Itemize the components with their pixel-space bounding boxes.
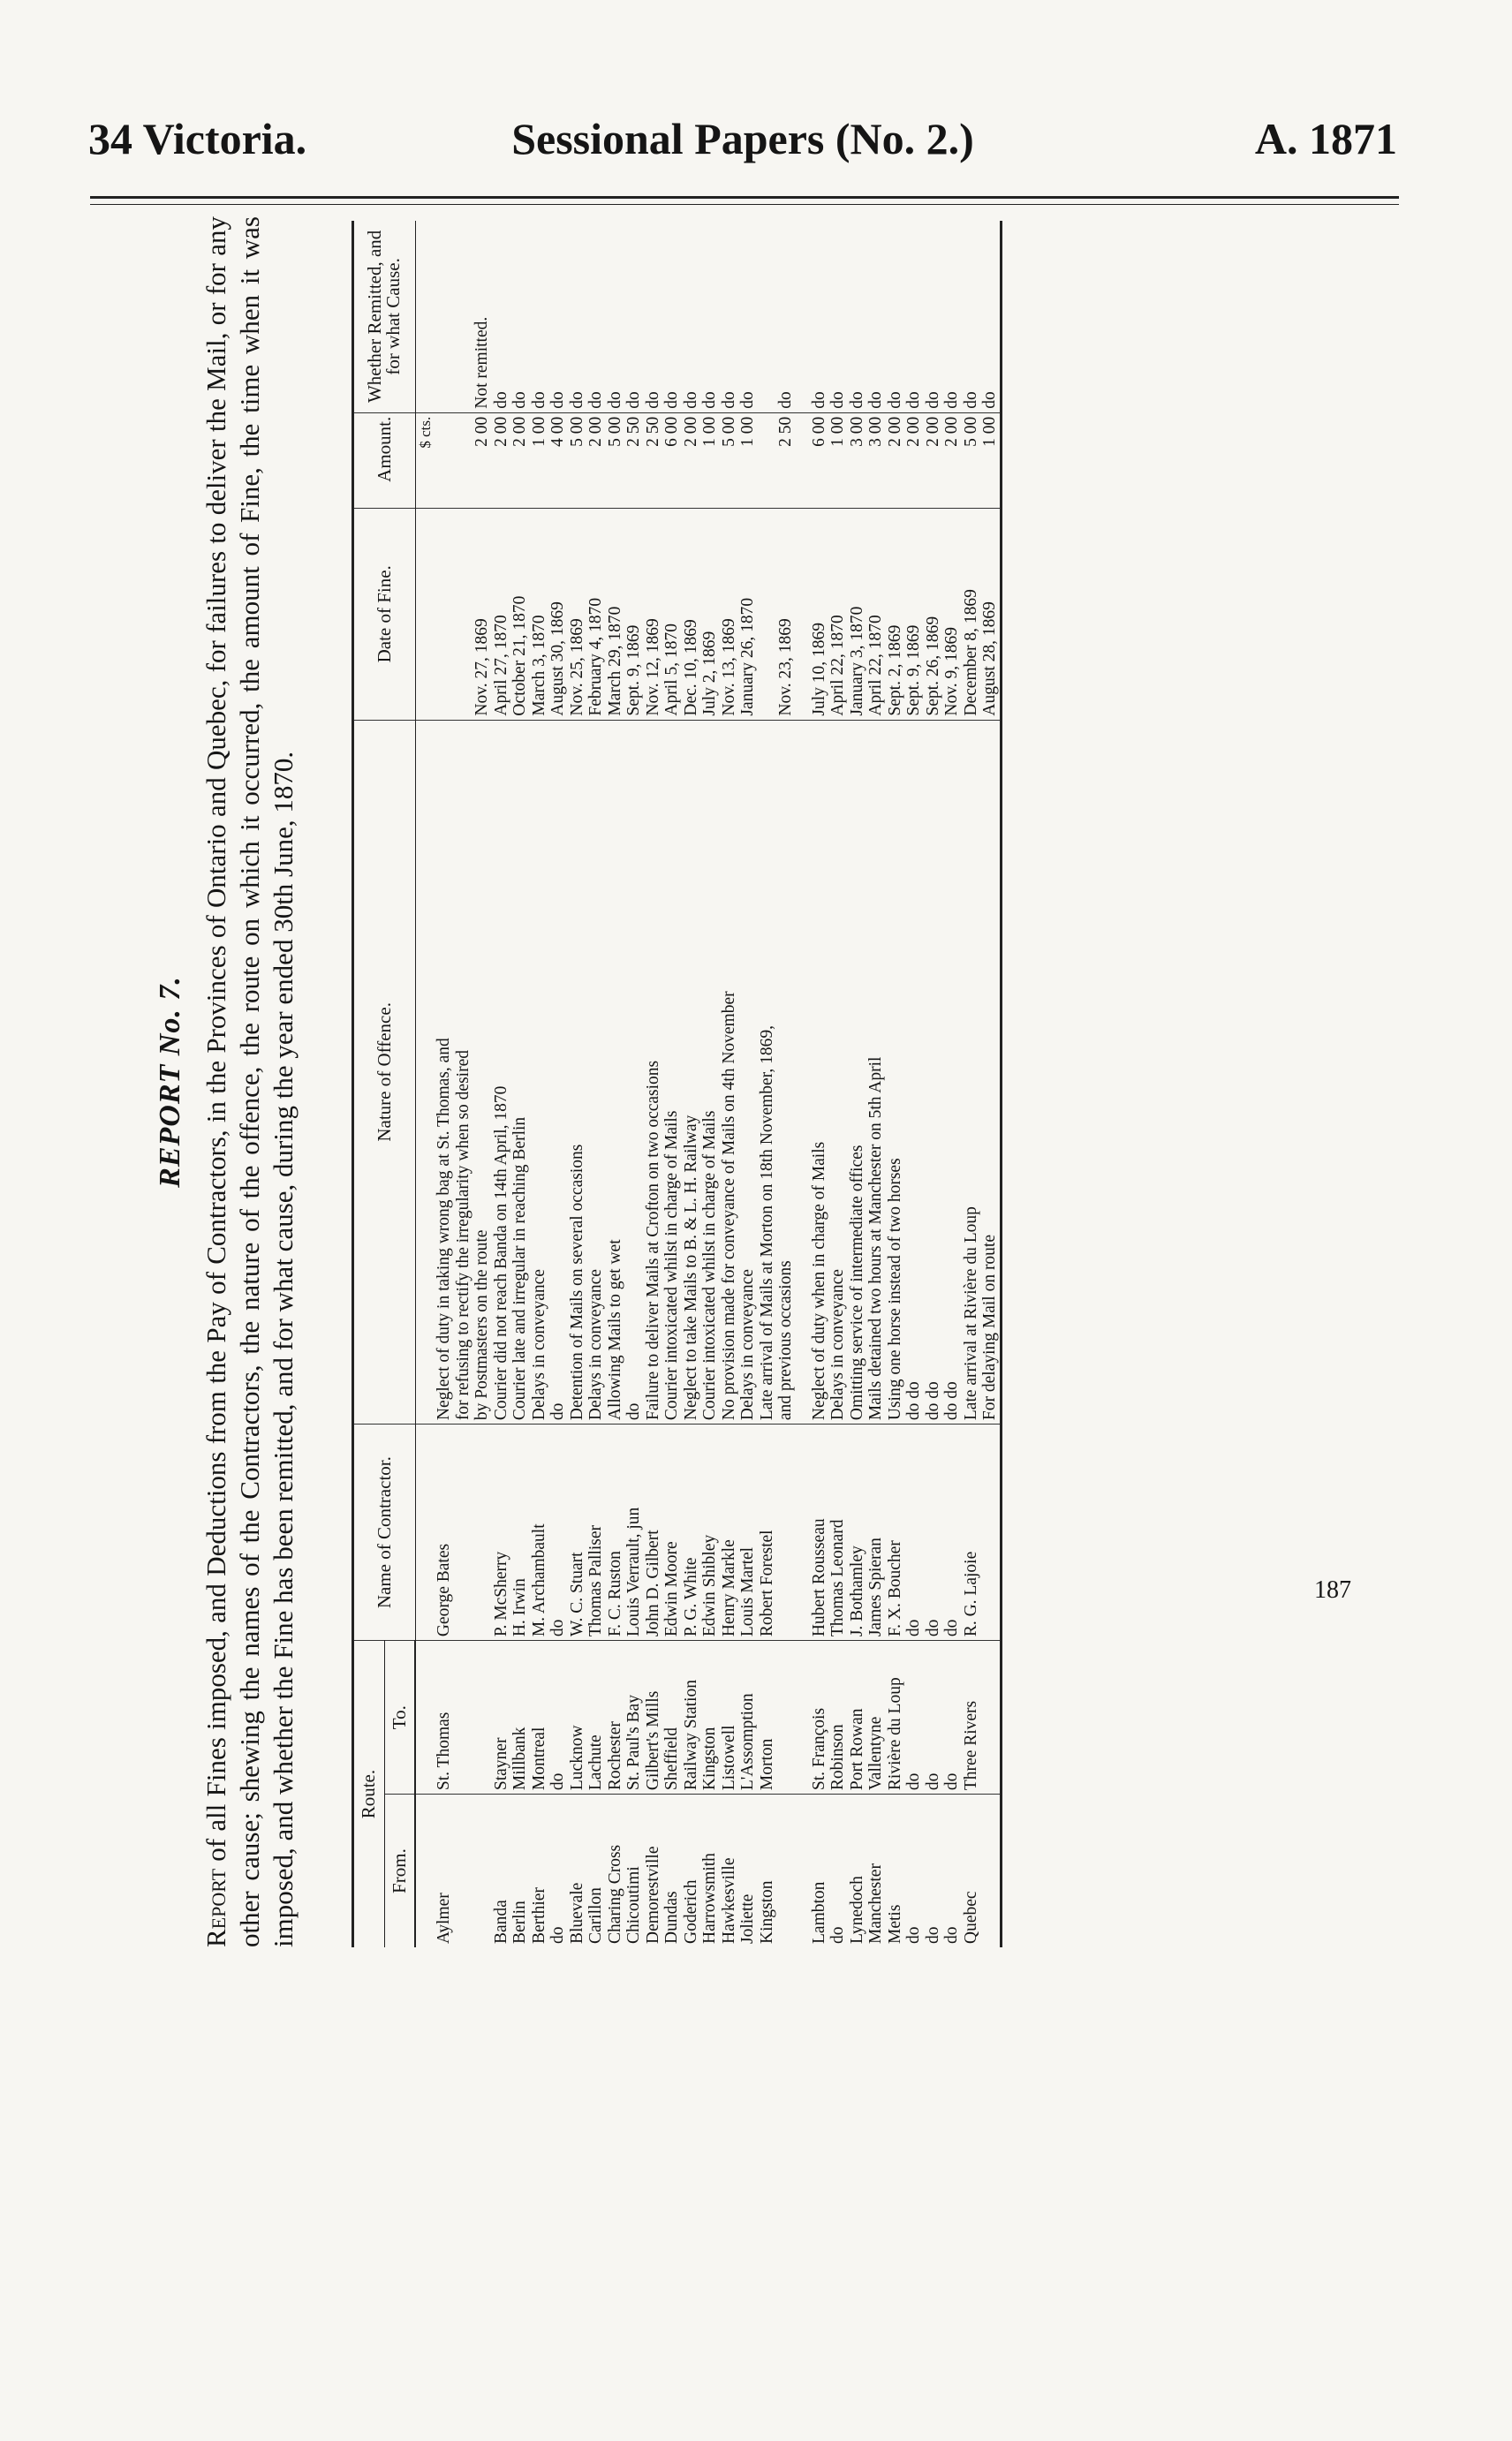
- report-description-text: of all Fines imposed, and Deductions from the Pay of Contractors, in the Provinces of Ontario and Quebec, for failures to deliver the Mail, or for any other cause; shewing the names of the Contractors, the nature of the offence, the route on which it occurred, the amount of Fine, the time when it was imposed, and whether the Fine has been remitted, and for what cause, during the year ended 30th June, 1870.: [200, 215, 299, 1947]
- cell-date: Nov. 9, 1869: [942, 509, 962, 721]
- cell-offence: do: [624, 720, 644, 1425]
- cell-date: March 3, 1870: [530, 509, 549, 721]
- table-row: [700, 221, 720, 1947]
- cell-contractor: R. G. Lajoie: [962, 1425, 981, 1641]
- cell-contractor: Edwin Moore: [662, 1425, 682, 1641]
- cell-from: Carillon: [586, 1887, 605, 1944]
- table-row: [828, 221, 848, 1947]
- cell-to: St. Thomas: [435, 1641, 454, 1795]
- table-row: [848, 221, 867, 1947]
- cell-remitted: do: [924, 221, 943, 412]
- cell-date: April 22, 1870: [866, 509, 886, 721]
- cell-remitted: do: [720, 221, 739, 412]
- cell-contractor: Henry Markle: [720, 1425, 739, 1641]
- cell-date: October 21, 1870: [510, 509, 530, 721]
- cell-date: Nov. 25, 1869: [568, 509, 587, 721]
- cell-date: April 5, 1870: [662, 509, 682, 721]
- table-row: [644, 221, 663, 1947]
- table-row: [492, 221, 511, 1947]
- cell-offence: Delays in conveyance: [586, 720, 606, 1425]
- cell-amount: 3 00: [866, 412, 886, 508]
- cell-contractor: [980, 1425, 1001, 1641]
- cell-remitted: do: [886, 221, 905, 412]
- cell-contractor: H. Irwin: [510, 1425, 530, 1641]
- cell-date: Sept. 9, 1869: [624, 509, 644, 721]
- cell-from: Dundas: [662, 1891, 681, 1944]
- cell-offence: No provision made for conveyance of Mails on 4th November: [720, 720, 739, 1425]
- cell-amount: 2 00: [924, 412, 943, 508]
- cell-remitted: do: [810, 221, 829, 412]
- cell-amount: 1 00: [980, 412, 1001, 508]
- cell-offence: Delays in conveyance: [530, 720, 549, 1425]
- cell-offence: Mails detained two hours at Manchester on 5th April: [866, 720, 886, 1425]
- cell-from: Joliette: [738, 1893, 757, 1944]
- cell-from: [980, 1795, 1001, 1947]
- cell-contractor: [472, 1425, 492, 1641]
- cell-from: Harrowsmith: [700, 1853, 719, 1944]
- cell-remitted: [454, 221, 473, 412]
- cell-amount: [454, 412, 473, 508]
- folio-number: 187: [1314, 1576, 1351, 1604]
- cell-remitted: do: [866, 221, 886, 412]
- cell-from: do: [548, 1926, 567, 1944]
- cell-from: [472, 1795, 492, 1947]
- table-row: [720, 221, 739, 1947]
- cell-from: Chicoutimi: [624, 1866, 643, 1944]
- cell-remitted: do: [530, 221, 549, 412]
- cell-contractor: W. C. Stuart: [568, 1425, 587, 1641]
- cell-date: April 22, 1870: [828, 509, 848, 721]
- cell-amount: 2 50: [624, 412, 644, 508]
- cell-from: Quebec: [961, 1891, 980, 1944]
- cell-from: Kingston: [757, 1880, 776, 1944]
- table-row: [866, 221, 886, 1947]
- cell-amount: 2 00: [682, 412, 701, 508]
- cell-remitted: do: [904, 221, 924, 412]
- cell-offence: and previous occasions: [776, 720, 796, 1425]
- cell-offence: do do: [942, 720, 962, 1425]
- cell-to: Vallentyne: [866, 1641, 886, 1795]
- cell-remitted: do: [962, 221, 981, 412]
- cell-from: do: [923, 1926, 942, 1944]
- cell-offence: Delays in conveyance: [738, 720, 758, 1425]
- cell-from: [454, 1795, 473, 1947]
- cell-from: Charing Cross: [605, 1844, 624, 1944]
- table-row: [606, 221, 625, 1947]
- table-row: [738, 221, 758, 1947]
- cell-amount: 6 00: [662, 412, 682, 508]
- cell-date: [758, 509, 777, 721]
- cell-to: St. François: [810, 1641, 829, 1795]
- cell-to: St. Paul's Bay: [624, 1641, 644, 1795]
- cell-amount: 1 00: [828, 412, 848, 508]
- cell-to: Morton: [758, 1641, 777, 1795]
- cell-remitted: do: [644, 221, 663, 412]
- cell-offence: Allowing Mails to get wet: [606, 720, 625, 1425]
- table-row: [758, 221, 777, 1947]
- cell-offence: Courier intoxicated whilst in charge of Mails: [700, 720, 720, 1425]
- cell-amount: 2 00: [510, 412, 530, 508]
- cell-from: Bluevale: [567, 1882, 586, 1944]
- table-row: [776, 221, 796, 1947]
- table-row: [435, 221, 454, 1947]
- cell-from: Goderich: [681, 1879, 700, 1944]
- cell-date: Nov. 23, 1869: [776, 509, 796, 721]
- cell-remitted: do: [848, 221, 867, 412]
- cell-amount: 2 00: [904, 412, 924, 508]
- cell-to: Montreal: [530, 1641, 549, 1795]
- report-number: REPORT No. 7.: [154, 976, 186, 1188]
- table-row: [472, 221, 492, 1947]
- cell-to: Sheffield: [662, 1641, 682, 1795]
- cell-from: Manchester: [866, 1863, 885, 1944]
- cell-remitted: do: [510, 221, 530, 412]
- report-description: [200, 216, 300, 1947]
- route-header: Route.: [353, 1641, 385, 1947]
- cell-date: Nov. 12, 1869: [644, 509, 663, 721]
- fines-table-body: [415, 221, 1001, 1947]
- cell-contractor: F. C. Ruston: [606, 1425, 625, 1641]
- cell-contractor: Edwin Shibley: [700, 1425, 720, 1641]
- table-row: [904, 221, 924, 1947]
- remitted-header: Whether Remitted, and for what Cause.: [353, 221, 416, 412]
- cell-remitted: [758, 221, 777, 412]
- amount-header: Amount.: [353, 412, 416, 508]
- cell-date: July 10, 1869: [810, 509, 829, 721]
- cell-amount: 6 00: [810, 412, 829, 508]
- cell-remitted: do: [492, 221, 511, 412]
- date-header: Date of Fine.: [353, 509, 416, 721]
- cell-amount: [435, 412, 454, 508]
- cell-from: Lynedoch: [847, 1876, 866, 1944]
- cell-offence: do do: [924, 720, 943, 1425]
- header-session: 34 Victoria.: [88, 114, 307, 163]
- cell-amount: 5 00: [962, 412, 981, 508]
- cell-to: Three Rivers: [962, 1641, 981, 1795]
- cell-remitted: do: [548, 221, 568, 412]
- cell-date: August 30, 1869: [548, 509, 568, 721]
- from-header: From.: [384, 1795, 415, 1947]
- cell-date: January 26, 1870: [738, 509, 758, 721]
- cell-offence: Courier intoxicated whilst in charge of Mails: [662, 720, 682, 1425]
- offence-header: Nature of Offence.: [353, 720, 416, 1425]
- cell-from: do: [904, 1926, 923, 1944]
- table-row: [662, 221, 682, 1947]
- cell-remitted: do: [624, 221, 644, 412]
- cell-offence: Late arrival at Rivière du Loup: [962, 720, 981, 1425]
- cell-offence: for refusing to rectify the irregularity when so desired: [454, 720, 473, 1425]
- table-row: [810, 221, 829, 1947]
- cell-to: Millbank: [510, 1641, 530, 1795]
- cell-contractor: [776, 1425, 796, 1641]
- cell-date: December 8, 1869: [962, 509, 981, 721]
- cell-remitted: do: [828, 221, 848, 412]
- cell-date: February 4, 1870: [586, 509, 606, 721]
- cell-amount: 2 50: [644, 412, 663, 508]
- cell-contractor: P. G. White: [682, 1425, 701, 1641]
- cell-offence: Detention of Mails on several occasions: [568, 720, 587, 1425]
- cell-offence: Failure to deliver Mails at Crofton on two occasions: [644, 720, 663, 1425]
- cell-date: Sept. 9, 1869: [904, 509, 924, 721]
- cell-amount: 2 00: [942, 412, 962, 508]
- cell-offence: Using one horse instead of two horses: [886, 720, 905, 1425]
- cell-offence: Courier late and irregular in reaching Berlin: [510, 720, 530, 1425]
- cell-date: January 3, 1870: [848, 509, 867, 721]
- table-row: [568, 221, 587, 1947]
- cell-amount: 3 00: [848, 412, 867, 508]
- cell-contractor: Louis Martel: [738, 1425, 758, 1641]
- cell-amount: 2 00: [886, 412, 905, 508]
- cell-contractor: do: [904, 1425, 924, 1641]
- cell-amount: 5 00: [568, 412, 587, 508]
- cell-from: Banda: [491, 1900, 510, 1944]
- cell-from: Metis: [885, 1904, 904, 1944]
- table-row: [980, 221, 1001, 1947]
- cell-remitted: [435, 221, 454, 412]
- cell-offence: Courier did not reach Banda on 14th April, 1870: [492, 720, 511, 1425]
- contractor-header: Name of Contractor.: [353, 1425, 416, 1641]
- cell-remitted: do: [942, 221, 962, 412]
- cell-offence: Neglect of duty in taking wrong bag at St. Thomas, and: [435, 720, 454, 1425]
- cell-to: Kingston: [700, 1641, 720, 1795]
- cell-to: Gilbert's Mills: [644, 1641, 663, 1795]
- row-spacer: [796, 221, 810, 1947]
- to-header: To.: [384, 1641, 415, 1795]
- cell-to: L'Assomption: [738, 1641, 758, 1795]
- cell-from: Berthier: [529, 1887, 548, 1944]
- unit-row: [415, 221, 435, 1947]
- cell-from: Aylmer: [435, 1893, 453, 1944]
- header-year: A. 1871: [1254, 114, 1397, 163]
- cell-contractor: James Spieran: [866, 1425, 886, 1641]
- report-title-block: [150, 199, 300, 1965]
- cell-offence: Neglect of duty when in charge of Mails: [810, 720, 829, 1425]
- cell-amount: 2 00: [586, 412, 606, 508]
- cell-contractor: do: [942, 1425, 962, 1641]
- table-row: [962, 221, 981, 1947]
- cell-remitted: do: [682, 221, 701, 412]
- cell-date: [435, 509, 454, 721]
- cell-date: Sept. 26, 1869: [924, 509, 943, 721]
- cell-date: Nov. 13, 1869: [720, 509, 739, 721]
- cell-contractor: M. Archambault: [530, 1425, 549, 1641]
- cell-date: April 27, 1870: [492, 509, 511, 721]
- cell-to: [980, 1641, 1001, 1795]
- cell-to: Railway Station: [682, 1641, 701, 1795]
- cell-remitted: do: [662, 221, 682, 412]
- cell-remitted: do: [606, 221, 625, 412]
- cell-amount: [758, 412, 777, 508]
- cell-amount: 4 00: [548, 412, 568, 508]
- cell-date: March 29, 1870: [606, 509, 625, 721]
- cell-contractor: [454, 1425, 473, 1641]
- cell-amount: 1 00: [738, 412, 758, 508]
- table-row: [624, 221, 644, 1947]
- cell-amount: 2 00: [492, 412, 511, 508]
- cell-remitted: do: [568, 221, 587, 412]
- cell-from: Lambton: [809, 1881, 828, 1944]
- cell-remitted: do: [776, 221, 796, 412]
- cell-from: Berlin: [510, 1901, 529, 1944]
- table-row: [924, 221, 943, 1947]
- cell-contractor: George Bates: [435, 1425, 454, 1641]
- page-header: [88, 113, 1397, 175]
- amount-unit: $ cts.: [415, 412, 435, 508]
- cell-remitted: do: [700, 221, 720, 412]
- cell-offence: by Postmasters on the route: [472, 720, 492, 1425]
- cell-from: do: [942, 1926, 961, 1944]
- table-row: [454, 221, 473, 1947]
- cell-to: [454, 1641, 473, 1795]
- cell-offence: do do: [904, 720, 924, 1425]
- cell-offence: For delaying Mail on route: [980, 720, 1001, 1425]
- table-row: [682, 221, 701, 1947]
- cell-contractor: P. McSherry: [492, 1425, 511, 1641]
- cell-to: Rochester: [606, 1641, 625, 1795]
- cell-contractor: do: [924, 1425, 943, 1641]
- cell-from: Demorestville: [643, 1846, 662, 1944]
- cell-to: Stayner: [492, 1641, 511, 1795]
- cell-amount: 1 00: [530, 412, 549, 508]
- cell-offence: Neglect to take Mails to B. & L. H. Railway: [682, 720, 701, 1425]
- cell-to: Listowell: [720, 1641, 739, 1795]
- cell-remitted: do: [586, 221, 606, 412]
- cell-date: Sept. 2, 1869: [886, 509, 905, 721]
- cell-date: [454, 509, 473, 721]
- cell-amount: 5 00: [720, 412, 739, 508]
- cell-to: do: [548, 1641, 568, 1795]
- cell-remitted: do: [738, 221, 758, 412]
- cell-offence: do: [548, 720, 568, 1425]
- cell-remitted: do: [980, 221, 1001, 412]
- report-description-lead: Report: [200, 1868, 231, 1947]
- cell-offence: Late arrival of Mails at Morton on 18th November, 1869,: [758, 720, 777, 1425]
- table-row: [886, 221, 905, 1947]
- table-row: [942, 221, 962, 1947]
- cell-to: Rivière du Loup: [886, 1641, 905, 1795]
- cell-contractor: do: [548, 1425, 568, 1641]
- cell-from: [776, 1795, 796, 1947]
- cell-date: Dec. 10, 1869: [682, 509, 701, 721]
- cell-contractor: Thomas Palliser: [586, 1425, 606, 1641]
- cell-from: Hawkesville: [719, 1857, 738, 1944]
- cell-date: August 28, 1869: [980, 509, 1001, 721]
- cell-contractor: Hubert Rousseau: [810, 1425, 829, 1641]
- cell-to: Lucknow: [568, 1641, 587, 1795]
- cell-contractor: John D. Gilbert: [644, 1425, 663, 1641]
- cell-from: do: [828, 1926, 847, 1944]
- cell-to: [472, 1641, 492, 1795]
- cell-to: Port Rowan: [848, 1641, 867, 1795]
- table-row: [510, 221, 530, 1947]
- fines-table: [352, 221, 1002, 1947]
- cell-to: Lachute: [586, 1641, 606, 1795]
- table-row: [586, 221, 606, 1947]
- cell-amount: 2 50: [776, 412, 796, 508]
- cell-offence: Delays in conveyance: [828, 720, 848, 1425]
- cell-date: Nov. 27, 1869: [472, 509, 492, 721]
- table-row: [530, 221, 549, 1947]
- cell-to: do: [942, 1641, 962, 1795]
- cell-to: do: [904, 1641, 924, 1795]
- cell-amount: 5 00: [606, 412, 625, 508]
- cell-to: do: [924, 1641, 943, 1795]
- cell-to: Robinson: [828, 1641, 848, 1795]
- cell-contractor: J. Bothamley: [848, 1425, 867, 1641]
- cell-contractor: Robert Forestel: [758, 1425, 777, 1641]
- cell-amount: 2 00: [472, 412, 492, 508]
- rotated-report: [150, 199, 1422, 1965]
- cell-contractor: Thomas Leonard: [828, 1425, 848, 1641]
- cell-contractor: Louis Verrault, jun: [624, 1425, 644, 1641]
- cell-contractor: F. X. Boucher: [886, 1425, 905, 1641]
- cell-offence: Omitting service of intermediate offices: [848, 720, 867, 1425]
- cell-date: July 2, 1869: [700, 509, 720, 721]
- cell-amount: 1 00: [700, 412, 720, 508]
- cell-remitted: Not remitted.: [472, 221, 492, 412]
- table-row: [548, 221, 568, 1947]
- cell-to: [776, 1641, 796, 1795]
- header-title: Sessional Papers (No. 2.): [511, 114, 974, 163]
